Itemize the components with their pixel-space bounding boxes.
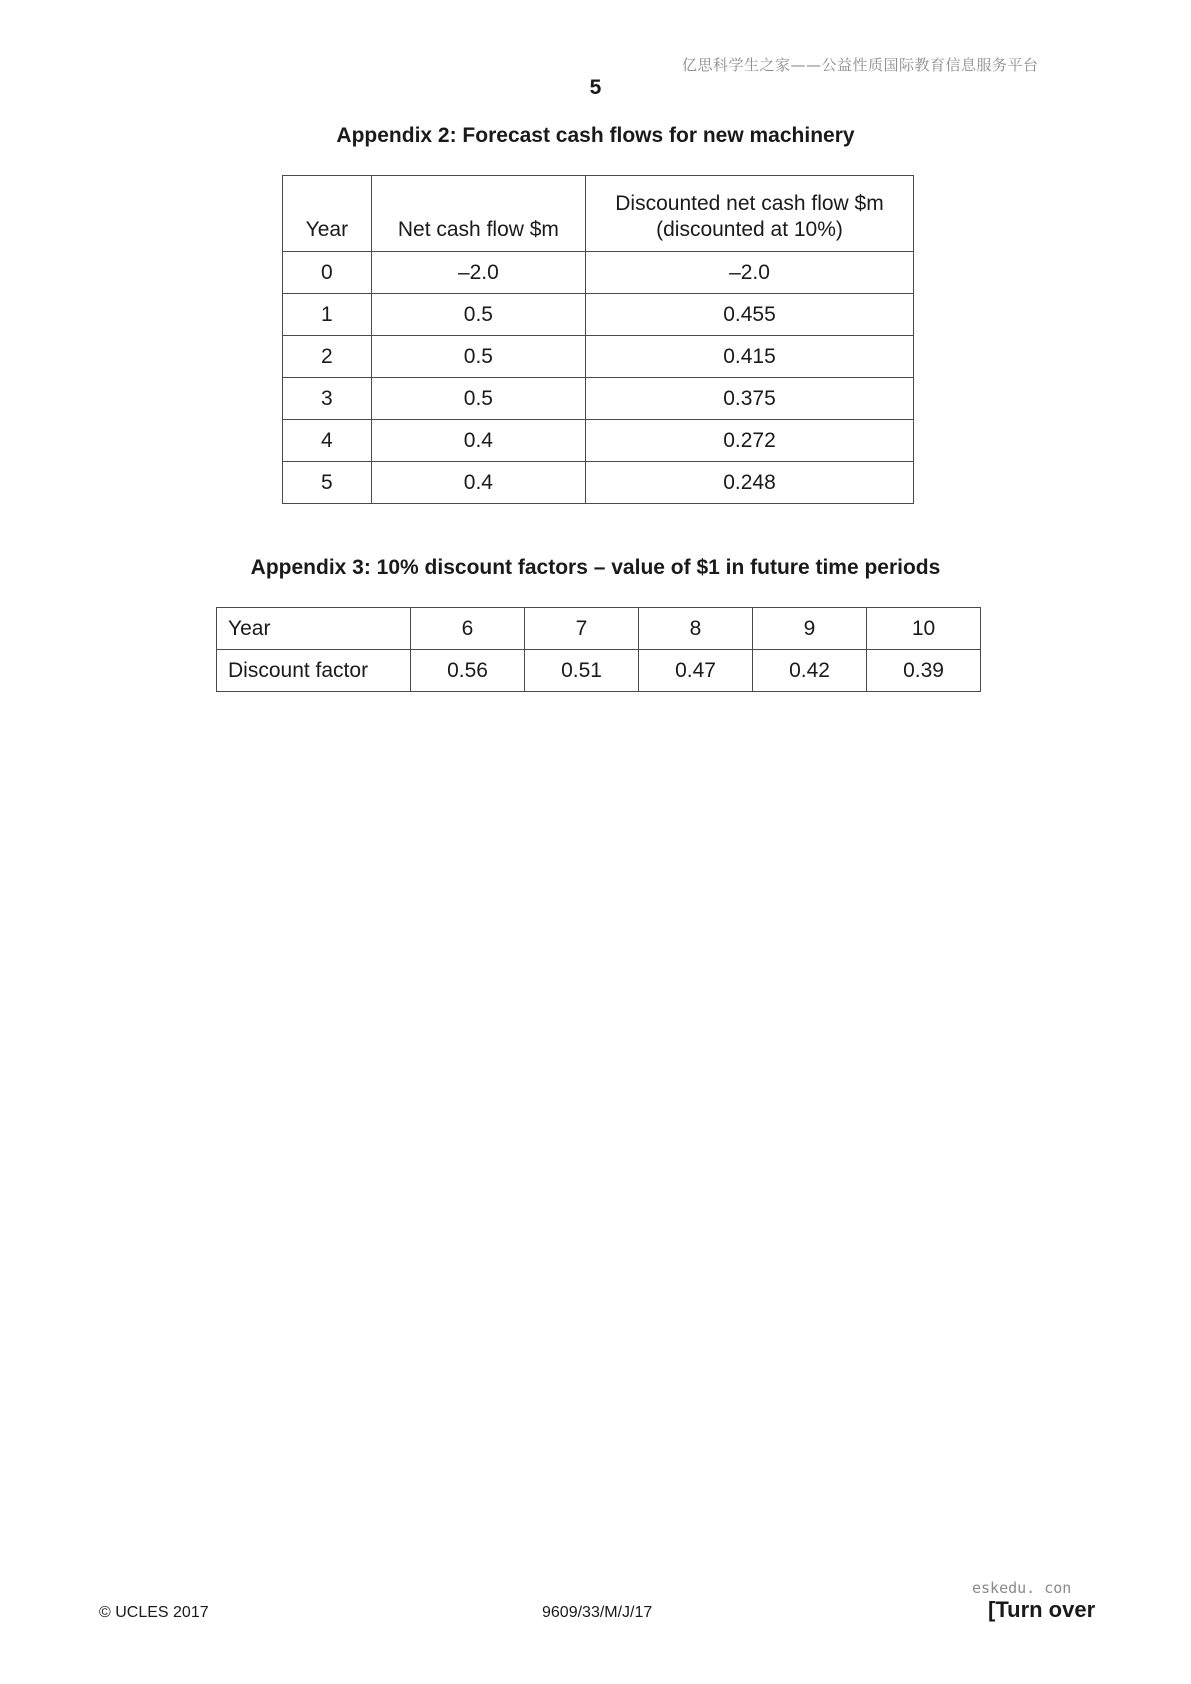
- table-row-factors: [217, 650, 981, 692]
- table-row-years: [217, 608, 981, 650]
- year-cell: 5: [283, 462, 372, 504]
- turn-over-label: [Turn over: [988, 1597, 1096, 1622]
- paper-code: 9609/33/M/J/17: [542, 1604, 653, 1621]
- column-header-year: Year: [283, 176, 372, 252]
- table-row: [283, 462, 914, 504]
- year-cell: 1: [283, 294, 372, 336]
- discounted-cash-flow-cell: 0.375: [586, 378, 914, 420]
- discounted-cash-flow-cell: –2.0: [586, 252, 914, 294]
- table-row: [283, 336, 914, 378]
- year-cell: 2: [283, 336, 372, 378]
- net-cash-flow-cell: 0.4: [371, 420, 585, 462]
- table-row: [283, 294, 914, 336]
- footer-watermark: eskedu. con: [972, 1579, 1072, 1597]
- discount-factor-cell: 0.47: [639, 650, 753, 692]
- net-cash-flow-cell: –2.0: [371, 252, 585, 294]
- table-header-row: [283, 176, 914, 252]
- table-row: [283, 420, 914, 462]
- discount-factor-cell: 0.51: [525, 650, 639, 692]
- discount-factor-cell: 0.39: [867, 650, 981, 692]
- column-header-discounted-cash-flow: [586, 176, 914, 252]
- year-cell: 8: [639, 608, 753, 650]
- year-cell: 0: [283, 252, 372, 294]
- discount-factor-row-label: Discount factor: [217, 650, 411, 692]
- column-header-net-cash-flow: Net cash flow $m: [371, 176, 585, 252]
- year-cell: 3: [283, 378, 372, 420]
- discounted-cash-flow-cell: 0.455: [586, 294, 914, 336]
- appendix-3-title: Appendix 3: 10% discount factors – value of $1 in future time periods: [250, 556, 941, 579]
- discounted-header-line-2: (discounted at 10%): [656, 218, 843, 241]
- discounted-cash-flow-cell: 0.272: [586, 420, 914, 462]
- discounted-header-line-1: Discounted net cash flow $m: [615, 192, 884, 215]
- discounted-cash-flow-cell: 0.415: [586, 336, 914, 378]
- discount-factor-table: [216, 607, 981, 692]
- discount-factor-cell: 0.42: [753, 650, 867, 692]
- net-cash-flow-cell: 0.5: [371, 294, 585, 336]
- table-row: [283, 252, 914, 294]
- net-cash-flow-cell: 0.5: [371, 378, 585, 420]
- page-number: 5: [589, 76, 602, 99]
- year-cell: 10: [867, 608, 981, 650]
- header-watermark: 亿思科学生之家——公益性质国际教育信息服务平台: [682, 56, 1039, 74]
- year-row-label: Year: [217, 608, 411, 650]
- year-cell: 4: [283, 420, 372, 462]
- discount-factor-cell: 0.56: [411, 650, 525, 692]
- appendix-2-title: Appendix 2: Forecast cash flows for new machinery: [336, 124, 855, 147]
- copyright-notice: © UCLES 2017: [99, 1604, 209, 1621]
- cash-flow-table: [282, 175, 914, 504]
- year-cell: 9: [753, 608, 867, 650]
- discounted-cash-flow-cell: 0.248: [586, 462, 914, 504]
- year-cell: 6: [411, 608, 525, 650]
- net-cash-flow-cell: 0.4: [371, 462, 585, 504]
- year-cell: 7: [525, 608, 639, 650]
- net-cash-flow-cell: 0.5: [371, 336, 585, 378]
- table-row: [283, 378, 914, 420]
